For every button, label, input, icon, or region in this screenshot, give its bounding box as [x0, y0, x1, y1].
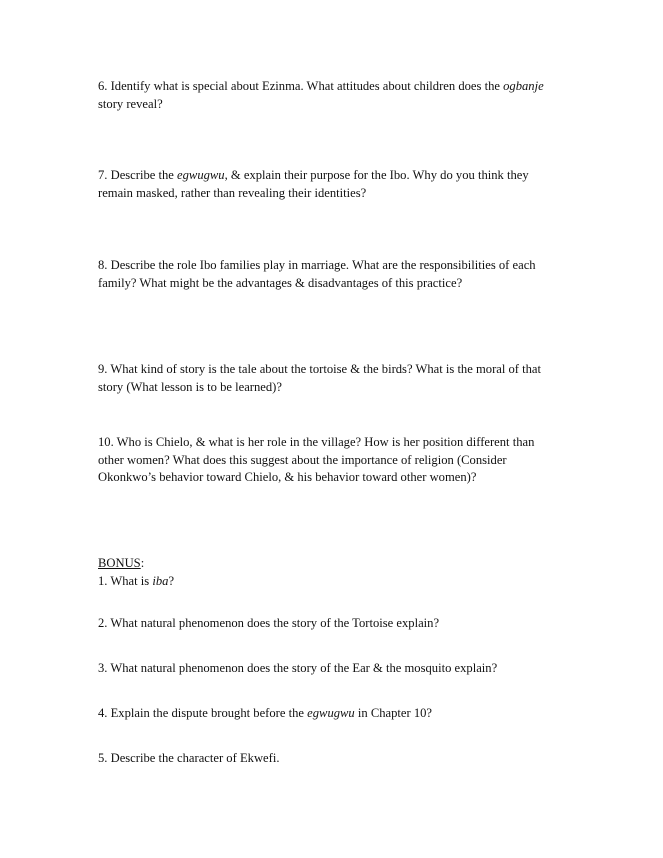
- term-ogbanje: ogbanje: [503, 79, 544, 93]
- bonus-item-2: 2. What natural phenomenon does the story of the Tortoise explain?: [98, 616, 440, 630]
- question-line: family? What might be the advantages & disadvantages of this practice?: [98, 275, 463, 290]
- question-line: other women? What does this suggest about the importance of religion (Consider: [98, 452, 507, 467]
- bonus-item-1: 1. What is iba?: [98, 573, 175, 588]
- question-line: story (What lesson is to be learned)?: [98, 379, 282, 394]
- bonus-section: [98, 555, 573, 590]
- bonus-item-5: 5. Describe the character of Ekwefi.: [98, 751, 280, 765]
- question-line: 7. Describe the egwugwu, & explain their purpose for the Ibo. Why do you think they: [98, 168, 529, 182]
- term-egwugwu: egwugwu: [177, 168, 225, 182]
- term-iba: iba: [152, 573, 169, 588]
- question-line: 6. Identify what is special about Ezinma. What attitudes about children does the ogbanje: [98, 79, 544, 93]
- question-line: 8. Describe the role Ibo families play in marriage. What are the responsibilities of each: [98, 258, 536, 272]
- question-8: [98, 257, 573, 292]
- question-7: [98, 167, 573, 202]
- bonus-heading: BONUS:: [98, 556, 145, 570]
- question-6: [98, 78, 573, 113]
- bonus-item-3: 3. What natural phenomenon does the story of the Ear & the mosquito explain?: [98, 661, 498, 675]
- question-line: Okonkwo’s behavior toward Chielo, & his behavior toward other women)?: [98, 470, 477, 484]
- question-line: story reveal?: [98, 96, 163, 111]
- question-line: 10. Who is Chielo, & what is her role in the village? How is her position different than: [98, 435, 535, 449]
- question-10: [98, 434, 573, 487]
- question-line: remain masked, rather than revealing their identities?: [98, 185, 367, 200]
- question-line: 9. What kind of story is the tale about the tortoise & the birds? What is the moral of that: [98, 362, 542, 376]
- bonus-item-4: 4. Explain the dispute brought before the egwugwu in Chapter 10?: [98, 706, 433, 720]
- question-9: [98, 361, 573, 396]
- term-egwugwu: egwugwu: [307, 706, 355, 720]
